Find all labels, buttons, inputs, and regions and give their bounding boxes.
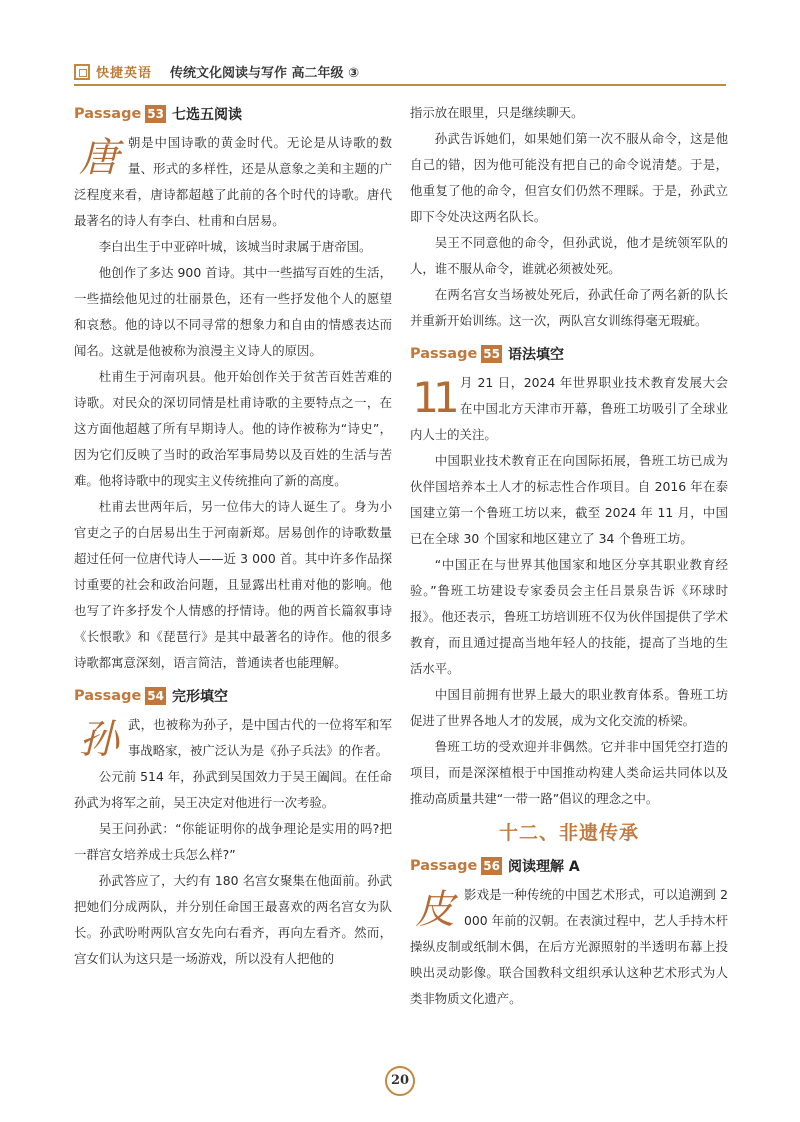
- passage-type: 语法填空: [508, 347, 564, 363]
- paragraph: 公元前 514 年，孙武到吴国效力于吴王阖闾。在任命孙武为将军之前，吴王决定对他进行一次考验。: [74, 769, 392, 810]
- passage-number-badge: 53: [147, 107, 164, 121]
- paragraph: “中国正在与世界其他国家和地区分享其职业教育经验。”鲁班工坊建设专家委员会主任吕景泉告诉《环球时报》。他还表示，鲁班工坊培训班不仅为伙伴国提供了学术教育，而且通过提高当地年轻人的技能，提高了当地的生活水平。: [410, 557, 728, 676]
- passage-number-badge: 54: [147, 689, 164, 703]
- paragraph: 孙武答应了，大约有 180 名宫女聚集在他面前。孙武把她们分成两队，并分别任命国王最喜欢的两名宫女为队长。孙武吩咐两队宫女先向右看齐，再向左看齐。然而，宫女们认为这只是一场游戏，所以没有人把他的: [74, 873, 392, 966]
- passage-number-badge: 56: [483, 859, 500, 873]
- intro-text: 月 21 日，2024 年世界职业技术教育发展大会在中国北方天津市开幕，鲁班工坊吸引了全球业内人士的关注。: [410, 375, 728, 442]
- passage-number-badge: 55: [483, 347, 500, 361]
- drop-cap: 11: [412, 373, 454, 422]
- paragraph: 中国目前拥有世界上最大的职业教育体系。鲁班工坊促进了世界各地人才的发展，成为文化交流的桥梁。: [410, 687, 728, 728]
- paragraph: 吴王不同意他的命令，但孙武说，他才是统领军队的人，谁不服从命令，谁就必须被处死。: [410, 235, 728, 276]
- header-rule: [74, 84, 726, 86]
- paragraph: 吴王问孙武：“你能证明你的战争理论是实用的吗?把一群宫女培养成士兵怎么样?”: [74, 821, 392, 862]
- passage-label: Passage: [74, 688, 142, 704]
- passage-type: 阅读理解 A: [508, 859, 580, 875]
- drop-cap: 皮: [415, 887, 455, 933]
- passage-54-heading: [74, 682, 392, 710]
- passage-53-intro: [74, 130, 392, 234]
- passage-53-heading: [74, 100, 392, 128]
- paragraph: 中国职业技术教育正在向国际拓展，鲁班工坊已成为伙伴国培养本土人才的标志性合作项目。自 2016 年在泰国建立第一个鲁班工坊以来，截至 2024 年 11 月，中国已在全球 30 个国家和地区建立了 34 个鲁班工坊。: [410, 453, 728, 546]
- left-column: [74, 98, 392, 972]
- section-title: 十二、非遗传承: [498, 822, 639, 844]
- passage-56-heading: [410, 852, 728, 880]
- paragraph: 鲁班工坊的受欢迎并非偶然。它并非中国凭空打造的项目，而是深深植根于中国推动构建人类命运共同体以及推动高质量共建“一带一路”倡议的理念之中。: [410, 739, 728, 806]
- brand-logo-icon: [74, 64, 90, 80]
- passage-label: Passage: [74, 106, 142, 122]
- paragraph: 他创作了多达 900 首诗。其中一些描写百姓的生活，一些描绘他见过的壮丽景色，还有一些抒发他个人的愿望和哀愁。他的诗以不同寻常的想象力和自由的情感表达而闻名。这就是他被称为浪漫主义诗人的原因。: [74, 265, 392, 358]
- passage-label: Passage: [410, 346, 478, 362]
- paragraph: 在两名宫女当场被处死后，孙武任命了两名新的队长并重新开始训练。这一次，两队宫女训练得毫无瑕疵。: [410, 287, 728, 328]
- passage-type: 七选五阅读: [172, 107, 242, 123]
- drop-cap: 唐: [79, 135, 119, 181]
- passage-55-heading: [410, 340, 728, 368]
- drop-cap: 孙: [79, 717, 119, 763]
- passage-label: Passage: [410, 858, 478, 874]
- paragraph: 孙武告诉她们，如果她们第一次不服从命令，这是他自己的错，因为他可能没有把自己的命令说清楚。于是，他重复了他的命令，但宫女们仍然不理睬。于是，孙武立即下令处决这两名队长。: [410, 131, 728, 224]
- paragraph: 杜甫生于河南巩县。他开始创作关于贫苦百姓苦难的诗歌。对民众的深切同情是杜甫诗歌的主要特点之一，在这方面他超越了所有早期诗人。他的诗作被称为“诗史”，因为它们反映了当时的政治军事局势以及百姓的生活与苦难。他将诗歌中的现实主义传统推向了新的高度。: [74, 369, 392, 488]
- book-subtitle: 传统文化阅读与写作 高二年级 ③: [170, 66, 360, 81]
- intro-text: 影戏是一种传统的中国艺术形式，可以追溯到 2 000 年前的汉朝。在表演过程中，艺人手持木杆操纵皮制或纸制木偶，在后方光源照射的半透明布幕上投映出灵动影像。联合国教科文组织承认这种艺术形式为人类非物质文化遗产。: [410, 887, 728, 1006]
- right-column: [410, 100, 728, 1012]
- paragraph: 李白出生于中亚碎叶城，该城当时隶属于唐帝国。: [98, 239, 372, 254]
- passage-55-intro: [410, 370, 728, 448]
- passage-54-intro: [74, 712, 392, 764]
- page-header: [74, 62, 726, 88]
- passage-56-intro: [410, 882, 728, 1012]
- paragraph: 杜甫去世两年后，另一位伟大的诗人诞生了。身为小官吏之子的白居易出生于河南新郑。居易创作的诗歌数量超过任何一位唐代诗人——近 3 000 首。其中许多作品探讨重要的社会和政治问题，且显露出杜甫对他的影响。他也写了许多抒发个人情感的抒情诗。他的两首长篇叙事诗《长恨歌》和《琵琶行》是其中最著名的诗作。他的很多诗歌都寓意深刻，语言简洁，普通读者也能理解。: [74, 499, 392, 670]
- intro-text: 朝是中国诗歌的黄金时代。无论是从诗歌的数量、形式的多样性，还是从意象之美和主题的广泛程度来看，唐诗都超越了此前的各个时代的诗歌。唐代最著名的诗人有李白、杜甫和白居易。: [74, 135, 392, 228]
- passage-type: 完形填空: [172, 689, 228, 705]
- brand-name: 快捷英语: [96, 66, 153, 81]
- intro-text: 武，也被称为孙子，是中国古代的一位将军和军事战略家，被广泛认为是《孙子兵法》的作者。: [128, 717, 392, 758]
- page-number: 20: [385, 1066, 415, 1096]
- paragraph-continued: 指示放在眼里，只是继续聊天。: [410, 105, 584, 120]
